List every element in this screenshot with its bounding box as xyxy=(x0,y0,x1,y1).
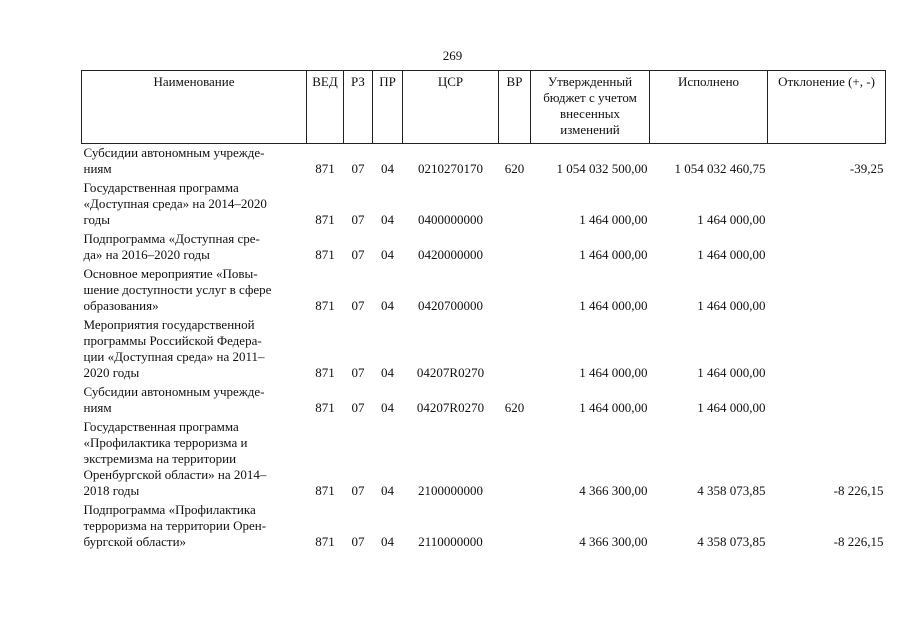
row-pr-cell: 04 xyxy=(381,483,394,498)
header-approved: Утвержденный бюджет с учетом внесенных изменений xyxy=(531,71,650,144)
row-approved-cell: 1 464 000,00 xyxy=(579,247,648,262)
table-row xyxy=(82,501,886,552)
row-name-cell: Подпрограмма «Профилактика терроризма на территории Орен- бургской области» xyxy=(83,502,267,549)
table-row xyxy=(82,144,886,180)
row-deviation-cell: -8 226,15 xyxy=(833,483,884,498)
table-row xyxy=(82,383,886,418)
row-name-cell: Субсидии автономным учрежде- ниям xyxy=(83,384,265,415)
row-ved-cell: 871 xyxy=(315,400,335,415)
row-rz-cell: 07 xyxy=(351,161,365,176)
row-deviation-cell xyxy=(768,383,886,418)
row-vr-cell xyxy=(499,179,531,230)
row-pr-cell: 04 xyxy=(381,161,394,176)
table-body xyxy=(82,144,886,553)
row-deviation-cell xyxy=(768,179,886,230)
row-pr-cell: 04 xyxy=(381,212,394,227)
row-ved-cell: 871 xyxy=(315,161,335,176)
row-pr-cell: 04 xyxy=(381,365,394,380)
row-ved-cell: 871 xyxy=(315,298,335,313)
row-executed-cell: 1 464 000,00 xyxy=(697,365,766,380)
row-approved-cell: 1 464 000,00 xyxy=(579,365,648,380)
row-name-cell: Государственная программа «Профилактика терроризма и экстремизма на территории Оренбургской области» на 2014– 2018 годы xyxy=(83,419,267,498)
row-vr-cell xyxy=(499,501,531,552)
table-header-row xyxy=(82,71,886,144)
header-pr: ПР xyxy=(373,71,403,144)
row-name-cell: Подпрограмма «Доступная сре- да» на 2016–2020 годы xyxy=(83,231,260,262)
row-deviation-cell xyxy=(768,316,886,383)
row-ved-cell: 871 xyxy=(315,212,335,227)
row-name-cell: Мероприятия государственной программы Российской Федера- ции «Доступная среда» на 2011– 2020 годы xyxy=(83,317,265,380)
row-pr-cell: 04 xyxy=(381,400,394,415)
row-vr-cell: 620 xyxy=(504,161,525,176)
row-rz-cell: 07 xyxy=(351,298,365,313)
row-approved-cell: 1 464 000,00 xyxy=(579,298,648,313)
row-vr-cell xyxy=(499,418,531,501)
row-rz-cell: 07 xyxy=(351,483,365,498)
row-name-cell: Субсидии автономным учрежде- ниям xyxy=(83,145,265,176)
table-row xyxy=(82,179,886,230)
row-deviation-cell: -8 226,15 xyxy=(833,534,884,549)
header-rz: РЗ xyxy=(344,71,373,144)
header-vr: ВР xyxy=(499,71,531,144)
row-csr-cell: 0210270170 xyxy=(418,161,483,176)
page-number: 269 xyxy=(442,48,463,63)
header-executed: Исполнено xyxy=(650,71,768,144)
row-ved-cell: 871 xyxy=(315,247,335,262)
header-ved: ВЕД xyxy=(307,71,344,144)
row-approved-cell: 1 464 000,00 xyxy=(579,212,648,227)
row-rz-cell: 07 xyxy=(351,247,365,262)
row-executed-cell: 1 464 000,00 xyxy=(697,400,766,415)
row-approved-cell: 4 366 300,00 xyxy=(579,483,648,498)
table-row xyxy=(82,418,886,501)
row-executed-cell: 1 464 000,00 xyxy=(697,247,766,262)
row-vr-cell: 620 xyxy=(504,400,525,415)
row-pr-cell: 04 xyxy=(381,298,394,313)
header-name: Наименование xyxy=(82,71,307,144)
row-pr-cell: 04 xyxy=(381,247,394,262)
row-ved-cell: 871 xyxy=(315,534,335,549)
row-name-cell: Основное мероприятие «Повы- шение доступности услуг в сфере образования» xyxy=(83,266,272,313)
row-rz-cell: 07 xyxy=(351,365,365,380)
table-row xyxy=(82,265,886,316)
row-rz-cell: 07 xyxy=(351,212,365,227)
row-csr-cell: 0420000000 xyxy=(418,247,483,262)
table-row xyxy=(82,316,886,383)
row-csr-cell: 0400000000 xyxy=(418,212,483,227)
row-vr-cell xyxy=(499,230,531,265)
header-csr: ЦСР xyxy=(403,71,499,144)
row-csr-cell: 2110000000 xyxy=(418,534,483,549)
row-executed-cell: 4 358 073,85 xyxy=(697,534,766,549)
row-csr-cell: 0420700000 xyxy=(418,298,483,313)
row-deviation-cell: -39,25 xyxy=(849,161,884,176)
row-approved-cell: 1 054 032 500,00 xyxy=(556,161,648,176)
row-csr-cell: 2100000000 xyxy=(418,483,483,498)
row-ved-cell: 871 xyxy=(315,483,335,498)
row-approved-cell: 1 464 000,00 xyxy=(579,400,648,415)
row-executed-cell: 1 464 000,00 xyxy=(697,212,766,227)
row-executed-cell: 1 054 032 460,75 xyxy=(674,161,766,176)
row-ved-cell: 871 xyxy=(315,365,335,380)
row-csr-cell: 04207R0270 xyxy=(416,400,485,415)
table-row xyxy=(82,230,886,265)
row-executed-cell: 4 358 073,85 xyxy=(697,483,766,498)
row-pr-cell: 04 xyxy=(381,534,394,549)
row-deviation-cell xyxy=(768,230,886,265)
header-deviation: Отклонение (+, -) xyxy=(768,71,886,144)
row-approved-cell: 4 366 300,00 xyxy=(579,534,648,549)
row-vr-cell xyxy=(499,316,531,383)
row-rz-cell: 07 xyxy=(351,534,365,549)
row-csr-cell: 04207R0270 xyxy=(416,365,485,380)
row-name-cell: Государственная программа «Доступная среда» на 2014–2020 годы xyxy=(83,180,267,227)
row-executed-cell: 1 464 000,00 xyxy=(697,298,766,313)
row-deviation-cell xyxy=(768,265,886,316)
row-rz-cell: 07 xyxy=(351,400,365,415)
budget-table xyxy=(81,70,886,552)
row-vr-cell xyxy=(499,265,531,316)
